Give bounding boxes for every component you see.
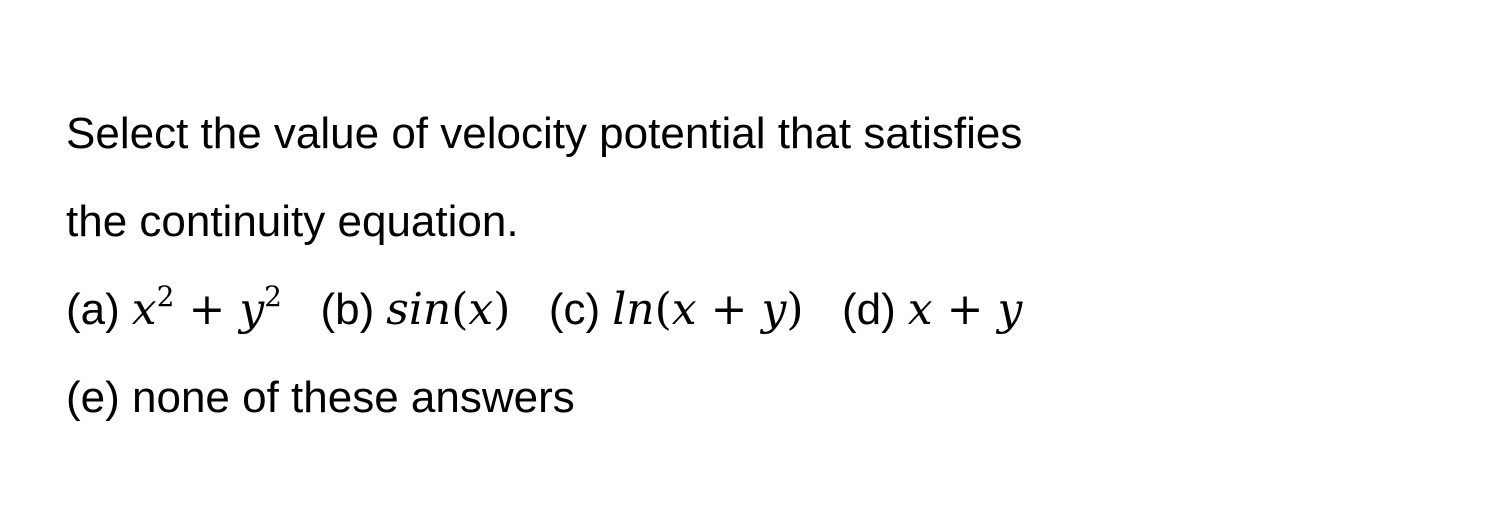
option-c-op: + xyxy=(710,284,748,335)
option-a-math xyxy=(131,280,282,335)
option-c-arg2: y xyxy=(761,284,787,335)
option-d-op: + xyxy=(946,284,984,335)
option-e-label: (e) xyxy=(66,373,120,422)
option-d[interactable] xyxy=(842,285,1022,334)
option-a[interactable] xyxy=(66,280,294,335)
option-b-arg: x xyxy=(468,284,494,335)
option-c-label: (c) xyxy=(548,285,601,334)
option-c-close: ) xyxy=(786,284,804,335)
option-a-op: + xyxy=(188,284,226,335)
option-d-a: x xyxy=(907,284,933,335)
option-a-base2: y xyxy=(239,284,265,335)
question-line-1: Select the value of velocity potential that satisfies xyxy=(66,109,1023,158)
option-c[interactable] xyxy=(549,285,816,334)
question-block xyxy=(66,90,1466,442)
option-d-math xyxy=(908,284,1023,335)
option-d-b: y xyxy=(997,284,1023,335)
option-b-close: ) xyxy=(493,284,511,335)
option-d-label: (d) xyxy=(842,285,896,334)
option-b-open: ( xyxy=(451,284,469,335)
question-line-2: the continuity equation. xyxy=(66,197,519,246)
option-b-fn: sin xyxy=(386,284,452,335)
option-b-math xyxy=(386,284,510,335)
option-c-math xyxy=(612,284,803,335)
option-b-label: (b) xyxy=(320,285,375,334)
option-a-base1: x xyxy=(131,284,157,335)
option-a-exp1: 2 xyxy=(156,280,175,313)
option-c-fn: ln xyxy=(612,284,655,335)
option-e[interactable] xyxy=(66,354,1466,442)
option-b[interactable] xyxy=(320,285,522,334)
option-e-text: none of these answers xyxy=(132,373,575,422)
option-a-exp2: 2 xyxy=(264,280,282,313)
option-c-open: ( xyxy=(654,284,672,335)
option-c-arg1: x xyxy=(671,284,697,335)
options-row xyxy=(66,266,1466,354)
option-a-label: (a) xyxy=(66,285,120,334)
